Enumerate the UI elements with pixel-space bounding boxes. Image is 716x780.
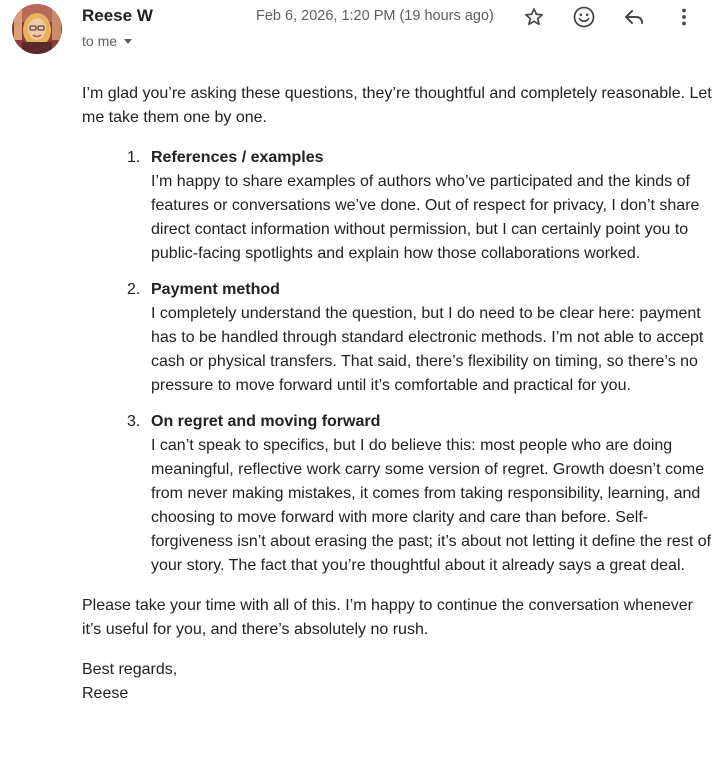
list-item-number: 1. <box>127 149 141 166</box>
star-button[interactable] <box>520 3 548 31</box>
list-item-heading: References / examples <box>151 149 324 166</box>
recipients-dropdown[interactable] <box>82 33 132 49</box>
list-item-text: I can’t speak to specifics, but I do believe this: most people who are doing meaningful, reflective work carry some version of regret. Growth doesn’t come from never making mistakes, it comes from taking responsibility, learning, and choosing to move forward with more clarity and care than before. Self-forgiveness isn’t about erasing the past; it’s about not letting it define the rest of your story. The fact that you’re thoughtful about it already says a great deal. <box>151 437 712 574</box>
message-signoff: Best regards, <box>82 661 178 678</box>
message-timestamp: Feb 6, 2026, 1:20 PM (19 hours ago) <box>256 8 494 24</box>
star-icon <box>523 6 545 28</box>
list-item <box>82 146 712 266</box>
list-item-text: I completely understand the question, but I do need to be clear here: payment has to be handled through standard electronic methods. I’m not able to accept cash or physical transfers. That said, there’s flexibility on timing, so there’s no pressure to move forward until it’s comfortable and practical for you. <box>151 305 704 394</box>
sender-avatar[interactable] <box>12 4 62 54</box>
list-item-number: 3. <box>127 413 141 430</box>
recipients-label: to me <box>82 33 118 49</box>
list-item <box>82 410 712 578</box>
message-body <box>82 82 712 706</box>
add-reaction-button[interactable] <box>570 3 598 31</box>
chevron-down-icon <box>124 39 132 44</box>
message-signature: Reese <box>82 685 129 702</box>
reply-icon <box>622 5 646 29</box>
message-intro: I’m glad you’re asking these questions, they’re thoughtful and completely reasonable. Let me take them one by one. <box>82 85 712 126</box>
list-item-number: 2. <box>127 281 141 298</box>
list-item-text: I’m happy to share examples of authors who’ve participated and the kinds of features or conversations we’ve done. Out of respect for privacy, I don’t share direct contact information without permission, but I can certainly point you to public-facing spotlights and explain how those collaborations worked. <box>151 173 700 262</box>
more-options-button[interactable] <box>670 3 698 31</box>
emoji-icon <box>572 5 596 29</box>
sender-name[interactable]: Reese W <box>82 6 153 25</box>
more-vert-icon <box>672 5 696 29</box>
message-closing: Please take your time with all of this. I’m happy to continue the conversation whenever it’s useful for you, and there’s absolutely no rush. <box>82 597 693 638</box>
reply-button[interactable] <box>620 3 648 31</box>
list-item-heading: Payment method <box>151 281 280 298</box>
list-item-heading: On regret and moving forward <box>151 413 381 430</box>
list-item <box>82 278 712 398</box>
